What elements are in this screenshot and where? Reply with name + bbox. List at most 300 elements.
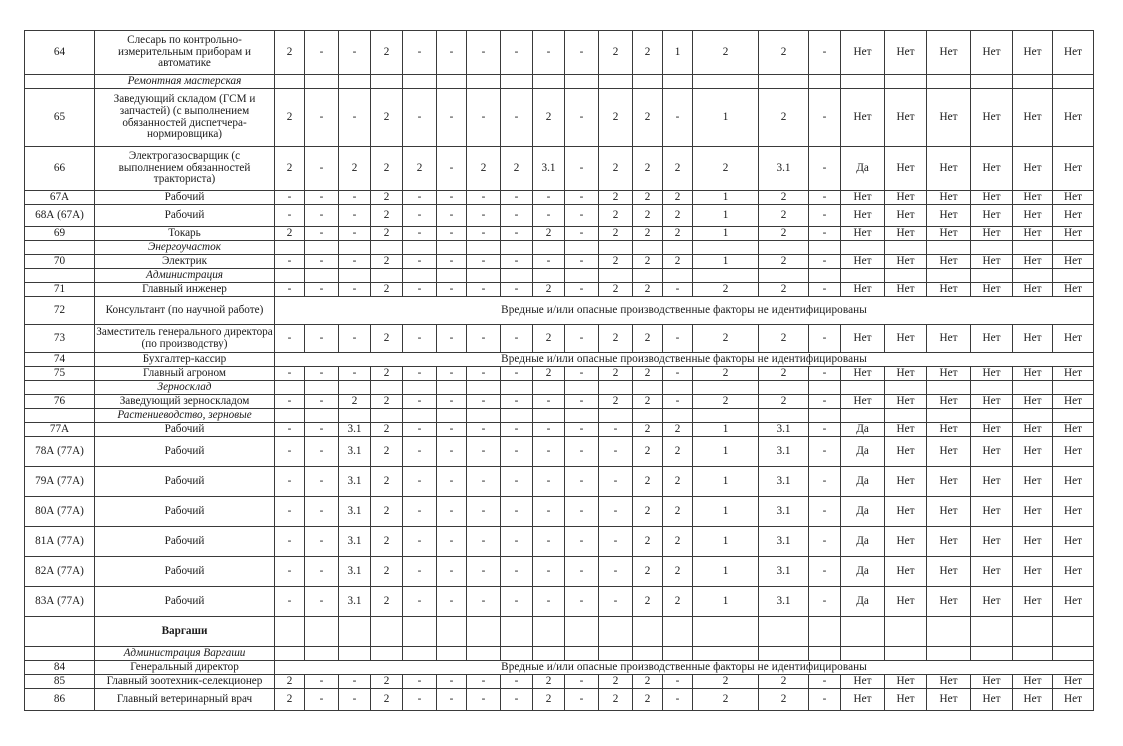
value-cell: 2 [759,325,809,353]
value-cell: Нет [1013,205,1053,227]
value-cell: Нет [841,227,885,241]
section-header-row [25,381,1094,395]
empty-cell [305,269,339,283]
empty-cell [371,75,403,89]
empty-cell [663,241,693,255]
value-cell: Нет [1053,675,1094,689]
value-cell: - [275,497,305,527]
value-cell: Нет [885,467,927,497]
value-cell: - [467,557,501,587]
empty-cell [1053,269,1094,283]
value-cell: 3.1 [339,497,371,527]
value-cell: 2 [599,89,633,147]
empty-cell [467,409,501,423]
value-cell: - [501,89,533,147]
value-cell: Нет [971,437,1013,467]
job-title-cell: Рабочий [95,467,275,497]
value-cell: Нет [1053,283,1094,297]
value-cell: Нет [1013,191,1053,205]
value-cell: - [437,675,467,689]
value-cell: 2 [759,227,809,241]
job-title-cell: Рабочий [95,527,275,557]
empty-cell [759,269,809,283]
value-cell: Нет [1013,497,1053,527]
empty-cell [809,617,841,647]
empty-cell [1013,647,1053,661]
value-cell: Нет [971,147,1013,191]
job-title-cell: Заместитель генерального директора (по производству) [95,325,275,353]
value-cell: Нет [1053,467,1094,497]
value-cell: 2 [663,423,693,437]
row-number-cell: 69 [25,227,95,241]
value-cell: Нет [927,497,971,527]
value-cell: Нет [971,395,1013,409]
value-cell: Нет [971,587,1013,617]
value-cell: Нет [841,675,885,689]
value-cell: 2 [371,147,403,191]
value-cell: - [403,587,437,617]
value-cell: 2 [759,283,809,297]
value-cell: Нет [841,689,885,711]
value-cell: 3.1 [759,527,809,557]
value-cell: 3.1 [533,147,565,191]
value-cell: 2 [633,227,663,241]
value-cell: 2 [275,89,305,147]
value-cell: 2 [533,283,565,297]
empty-cell [809,409,841,423]
empty-cell [599,617,633,647]
empty-cell [927,381,971,395]
empty-cell [759,381,809,395]
empty-cell [693,617,759,647]
value-cell: 3.1 [759,467,809,497]
value-cell: Нет [1053,689,1094,711]
value-cell: - [437,423,467,437]
value-cell: - [305,255,339,269]
empty-cell [467,269,501,283]
value-cell: - [565,395,599,409]
empty-cell [565,617,599,647]
value-cell: - [305,325,339,353]
empty-cell [437,269,467,283]
value-cell: - [533,497,565,527]
value-cell: - [565,675,599,689]
empty-cell [1053,241,1094,255]
value-cell: 2 [275,227,305,241]
table-row [25,255,1094,269]
value-cell: - [809,557,841,587]
value-cell: - [809,467,841,497]
value-cell: - [809,147,841,191]
value-cell: - [403,497,437,527]
value-cell: - [533,423,565,437]
value-cell: 2 [599,367,633,381]
row-number-cell: 65 [25,89,95,147]
value-cell: - [501,31,533,75]
value-cell: - [467,497,501,527]
value-cell: 2 [633,527,663,557]
value-cell: - [403,557,437,587]
empty-cell [809,381,841,395]
value-cell: 3.1 [339,587,371,617]
empty-cell [437,409,467,423]
empty-cell [971,241,1013,255]
table-row [25,191,1094,205]
empty-cell [693,241,759,255]
value-cell: 2 [633,675,663,689]
value-cell: 3.1 [759,147,809,191]
empty-cell [25,269,95,283]
value-cell: - [339,689,371,711]
value-cell: - [305,191,339,205]
value-cell: Нет [1053,31,1094,75]
value-cell: Нет [927,689,971,711]
value-cell: - [565,437,599,467]
empty-cell [1013,617,1053,647]
value-cell: - [565,423,599,437]
empty-cell [841,617,885,647]
value-cell: - [565,527,599,557]
value-cell: - [437,147,467,191]
empty-cell [339,75,371,89]
value-cell: Нет [1013,675,1053,689]
row-number-cell: 78А (77А) [25,437,95,467]
value-cell: - [305,675,339,689]
value-cell: - [437,205,467,227]
value-cell: Нет [841,31,885,75]
value-cell: 2 [599,191,633,205]
job-title-cell: Заведующий зерноскладом [95,395,275,409]
value-cell: Нет [885,191,927,205]
value-cell: Да [841,527,885,557]
empty-cell [275,269,305,283]
value-cell: - [339,255,371,269]
value-cell: - [809,587,841,617]
value-cell: 2 [633,689,663,711]
value-cell: Нет [841,367,885,381]
value-cell: - [403,31,437,75]
value-cell: - [467,467,501,497]
empty-cell [501,409,533,423]
empty-cell [809,75,841,89]
empty-cell [533,381,565,395]
value-cell: - [467,227,501,241]
empty-cell [971,269,1013,283]
value-cell: - [809,255,841,269]
occupational-hazards-table [24,30,1094,711]
value-cell: - [663,689,693,711]
row-number-cell: 85 [25,675,95,689]
value-cell: - [305,467,339,497]
value-cell: 2 [533,675,565,689]
value-cell: - [809,527,841,557]
value-cell: - [809,89,841,147]
value-cell: Нет [971,31,1013,75]
value-cell: - [467,675,501,689]
empty-cell [339,241,371,255]
empty-cell [663,647,693,661]
value-cell: - [599,437,633,467]
empty-cell [25,381,95,395]
empty-cell [971,617,1013,647]
empty-cell [533,269,565,283]
empty-cell [305,647,339,661]
value-cell: 2 [633,89,663,147]
value-cell: Нет [1053,367,1094,381]
value-cell: Нет [927,205,971,227]
value-cell: - [533,255,565,269]
section-header-row [25,75,1094,89]
value-cell: - [467,527,501,557]
value-cell: - [403,689,437,711]
value-cell: Нет [971,191,1013,205]
value-cell: - [403,89,437,147]
value-cell: - [809,227,841,241]
value-cell: - [467,89,501,147]
value-cell: 2 [339,147,371,191]
section-title: Ремонтная мастерская [95,75,275,89]
value-cell: 2 [759,675,809,689]
table-row [25,437,1094,467]
section-header-row [25,241,1094,255]
value-cell: Нет [927,587,971,617]
value-cell: - [437,437,467,467]
value-cell: 2 [599,675,633,689]
value-cell: - [663,395,693,409]
empty-cell [759,647,809,661]
row-number-cell: 70 [25,255,95,269]
value-cell: 2 [759,205,809,227]
empty-cell [275,647,305,661]
value-cell: - [403,467,437,497]
value-cell: Нет [885,437,927,467]
value-cell: 2 [663,587,693,617]
empty-cell [885,617,927,647]
empty-cell [841,75,885,89]
value-cell: 2 [403,147,437,191]
job-title-cell: Главный ветеринарный врач [95,689,275,711]
value-cell: Нет [1013,587,1053,617]
value-cell: - [663,325,693,353]
value-cell: - [501,283,533,297]
value-cell: Нет [927,395,971,409]
value-cell: - [305,689,339,711]
value-cell: - [501,557,533,587]
empty-cell [1053,647,1094,661]
value-cell: - [275,205,305,227]
empty-cell [275,617,305,647]
value-cell: - [565,255,599,269]
value-cell: - [437,227,467,241]
value-cell: Нет [1013,557,1053,587]
no-hazards-note: Вредные и/или опасные производственные факторы не идентифицированы [275,661,1094,675]
empty-cell [633,409,663,423]
value-cell: - [565,557,599,587]
value-cell: 2 [633,467,663,497]
empty-cell [599,409,633,423]
value-cell: Нет [971,527,1013,557]
empty-cell [1013,409,1053,423]
value-cell: - [663,283,693,297]
job-title-cell: Токарь [95,227,275,241]
value-cell: Нет [1013,255,1053,269]
empty-cell [809,647,841,661]
section-header-row [25,269,1094,283]
job-title-cell: Главный инженер [95,283,275,297]
empty-cell [633,75,663,89]
value-cell: 3.1 [339,423,371,437]
value-cell: - [809,675,841,689]
empty-cell [371,241,403,255]
row-number-cell: 79А (77А) [25,467,95,497]
empty-cell [599,647,633,661]
row-number-cell: 68А (67А) [25,205,95,227]
value-cell: Нет [885,557,927,587]
value-cell: - [467,191,501,205]
value-cell: Да [841,587,885,617]
value-cell: 2 [663,467,693,497]
value-cell: - [533,467,565,497]
value-cell: - [437,325,467,353]
value-cell: 3.1 [759,587,809,617]
value-cell: Нет [927,557,971,587]
value-cell: Нет [1053,437,1094,467]
empty-cell [759,241,809,255]
value-cell: 2 [633,423,663,437]
value-cell: - [533,557,565,587]
value-cell: 2 [633,557,663,587]
table-row [25,353,1094,367]
empty-cell [501,381,533,395]
empty-cell [759,409,809,423]
value-cell: 2 [599,395,633,409]
empty-cell [693,381,759,395]
value-cell: - [339,191,371,205]
value-cell: - [275,283,305,297]
value-cell: - [809,205,841,227]
value-cell: 2 [371,423,403,437]
empty-cell [1053,75,1094,89]
value-cell: Нет [1013,227,1053,241]
value-cell: - [467,689,501,711]
value-cell: 2 [275,675,305,689]
empty-cell [1013,75,1053,89]
row-number-cell: 80А (77А) [25,497,95,527]
value-cell: Нет [971,205,1013,227]
empty-cell [275,381,305,395]
value-cell: 2 [275,31,305,75]
value-cell: 2 [633,367,663,381]
empty-cell [565,381,599,395]
value-cell: 2 [371,497,403,527]
empty-cell [633,269,663,283]
empty-cell [885,241,927,255]
value-cell: 2 [663,255,693,269]
job-title-cell: Рабочий [95,191,275,205]
value-cell: Да [841,423,885,437]
job-title-cell: Рабочий [95,423,275,437]
value-cell: 3.1 [759,497,809,527]
value-cell: Нет [1013,437,1053,467]
value-cell: 2 [693,367,759,381]
value-cell: - [565,689,599,711]
value-cell: - [501,255,533,269]
value-cell: 2 [759,255,809,269]
value-cell: - [403,527,437,557]
empty-cell [25,647,95,661]
value-cell: Нет [885,227,927,241]
section-title: Растениеводство, зерновые [95,409,275,423]
table-row [25,227,1094,241]
value-cell: - [533,527,565,557]
empty-cell [927,617,971,647]
value-cell: Нет [885,689,927,711]
empty-cell [841,647,885,661]
value-cell: 2 [633,325,663,353]
value-cell: Нет [927,675,971,689]
value-cell: - [275,367,305,381]
empty-cell [501,75,533,89]
empty-cell [305,617,339,647]
job-title-cell: Консультант (по научной работе) [95,297,275,325]
value-cell: - [437,395,467,409]
empty-cell [927,409,971,423]
value-cell: - [467,423,501,437]
empty-cell [467,617,501,647]
value-cell: 1 [693,587,759,617]
empty-cell [841,269,885,283]
value-cell: - [437,557,467,587]
value-cell: 2 [633,437,663,467]
table-row [25,31,1094,75]
empty-cell [841,241,885,255]
value-cell: 2 [759,31,809,75]
value-cell: - [437,689,467,711]
value-cell: - [663,367,693,381]
value-cell: Нет [1013,147,1053,191]
value-cell: 2 [371,325,403,353]
empty-cell [927,241,971,255]
value-cell: - [565,191,599,205]
value-cell: - [339,205,371,227]
empty-cell [809,269,841,283]
empty-cell [403,381,437,395]
empty-cell [809,241,841,255]
no-hazards-note: Вредные и/или опасные производственные факторы не идентифицированы [275,297,1094,325]
empty-cell [693,409,759,423]
empty-cell [501,241,533,255]
value-cell: Нет [1053,147,1094,191]
empty-cell [305,241,339,255]
value-cell: - [533,395,565,409]
value-cell: - [809,325,841,353]
empty-cell [885,647,927,661]
value-cell: - [599,557,633,587]
empty-cell [693,75,759,89]
value-cell: - [809,31,841,75]
value-cell: Нет [885,255,927,269]
value-cell: - [663,89,693,147]
value-cell: - [437,89,467,147]
job-title-cell: Слесарь по контрольно-измерительным приборам и автоматике [95,31,275,75]
value-cell: 2 [371,89,403,147]
value-cell: 2 [759,89,809,147]
value-cell: 2 [533,689,565,711]
value-cell: 2 [633,147,663,191]
empty-cell [759,75,809,89]
value-cell: - [565,31,599,75]
value-cell: 2 [633,395,663,409]
